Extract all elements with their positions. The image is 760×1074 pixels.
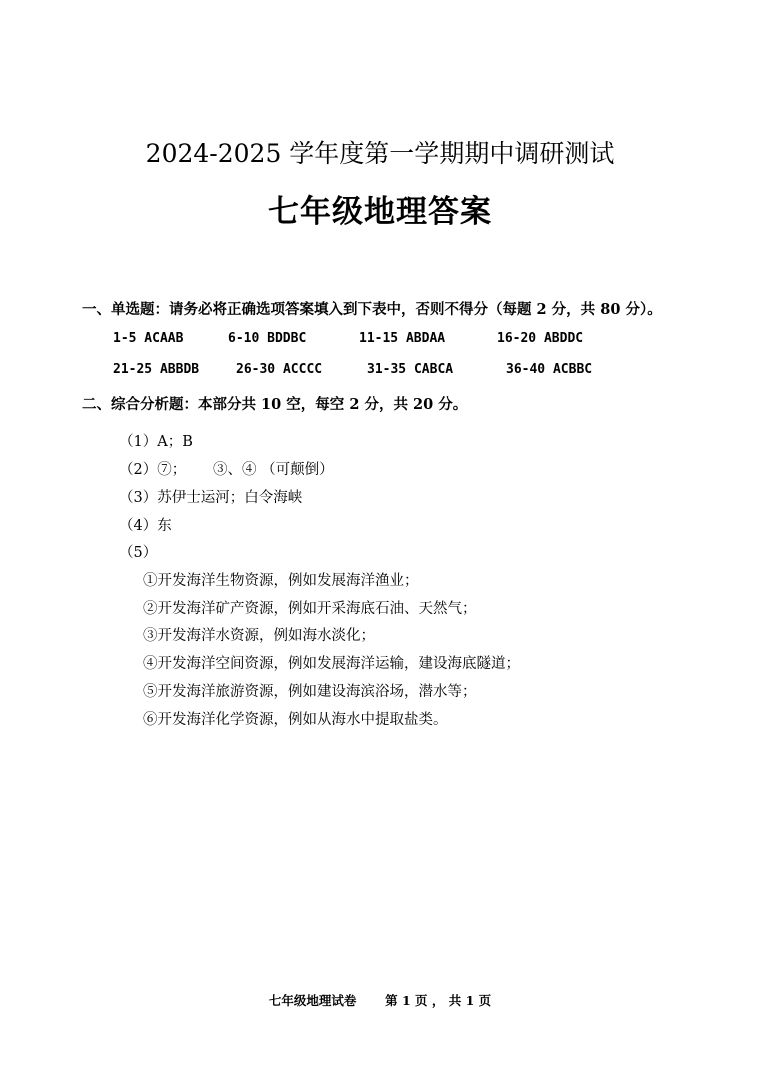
page-footer	[0, 991, 760, 1009]
sub-answer-text: （1）A；B	[119, 434, 193, 450]
sub-answer-text: （4）东	[119, 518, 172, 534]
subject-title: 七年级地理答案	[268, 194, 492, 230]
q5-item: ②开发海洋矿产资源，例如开采海底石油、天然气；	[143, 601, 477, 617]
q5-item: ⑤开发海洋旅游资源，例如建设海滨浴场，潜水等；	[143, 684, 477, 700]
answer-group: 26-30 ACCCC	[236, 362, 323, 377]
sub-answer-extra: ③、④ （可颠倒）	[213, 462, 334, 478]
footer-exam-name: 七年级地理试卷	[268, 993, 357, 1008]
answer-group: 6-10 BDDBC	[228, 331, 307, 346]
q5-item: ⑥开发海洋化学资源，例如从海水中提取盐类。	[143, 712, 448, 728]
answer-group: 31-35 CABCA	[367, 362, 454, 377]
q5-item: ①开发海洋生物资源，例如发展海洋渔业；	[143, 573, 419, 589]
answer-group: 36-40 ACBBC	[506, 362, 593, 377]
answer-group: 1-5 ACAAB	[113, 331, 184, 346]
section2-heading: 二、综合分析题：本部分共 10 空，每空 2 分，共 20 分。	[82, 396, 468, 413]
exam-title: 2024-2025 学年度第一学期期中调研测试	[145, 139, 615, 168]
sub-answer-text: （2）⑦；	[119, 462, 187, 478]
sub-answer-text: （3）苏伊士运河；白令海峡	[119, 490, 303, 506]
answer-group: 16-20 ABDDC	[497, 331, 584, 346]
answer-group: 21-25 ABBDB	[113, 362, 200, 377]
q5-item: ③开发海洋水资源，例如海水淡化；	[143, 628, 375, 644]
section1-heading: 一、单选题：请务必将正确选项答案填入到下表中，否则不得分（每题 2 分，共 80 分）。	[82, 301, 662, 318]
footer-page-info: 第 1 页 ， 共 1 页	[385, 993, 492, 1008]
sub-answer-text: （5）	[119, 545, 158, 561]
answer-group: 11-15 ABDAA	[359, 331, 446, 346]
q5-item: ④开发海洋空间资源，例如发展海洋运输，建设海底隧道；	[143, 656, 520, 672]
